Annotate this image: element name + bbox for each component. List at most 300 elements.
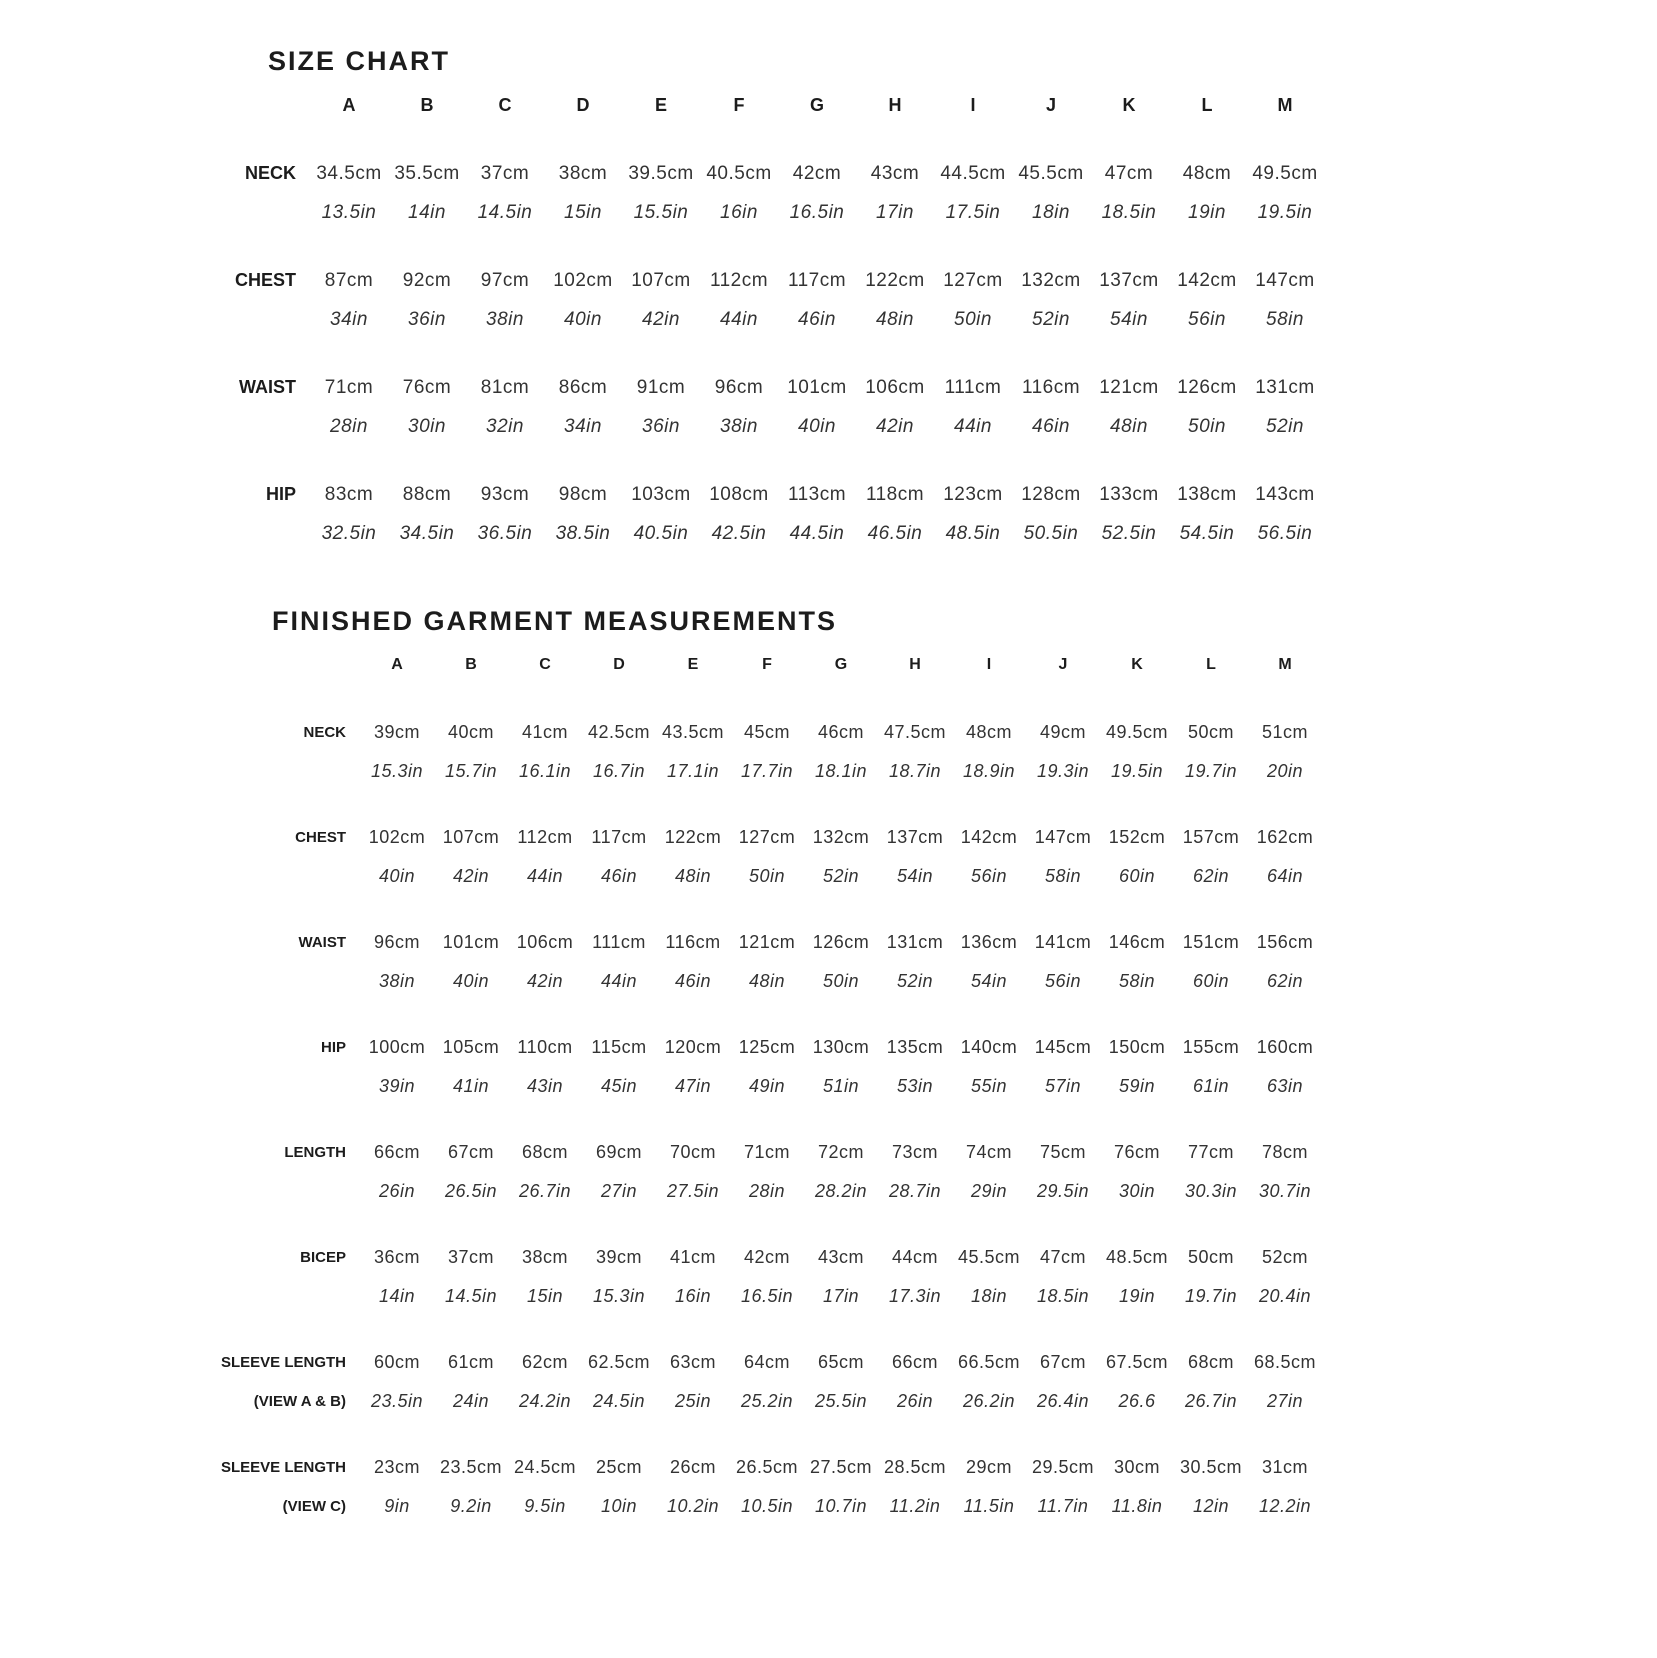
cell-neck-cm: 49cm <box>1039 722 1086 742</box>
cell-chest-cm: 117cm <box>591 827 647 847</box>
size-letters-row <box>180 645 1322 685</box>
row-sleeve-length-ab-cm <box>180 1343 1322 1382</box>
row-waist-cm <box>180 923 1322 962</box>
cell-chest-cm: 137cm <box>886 827 944 847</box>
row-chest-in <box>170 300 1324 339</box>
cell-sleeve-length-c-in: 11.7in <box>1037 1496 1089 1516</box>
cell-chest-cm: 112cm <box>517 827 573 847</box>
cell-waist-in: 60in <box>1192 971 1230 991</box>
cell-chest-in: 46in <box>600 866 638 886</box>
cell-length-in: 29in <box>970 1181 1008 1201</box>
cell-neck-cm: 35.5cm <box>394 162 460 184</box>
cell-neck-cm: 34.5cm <box>316 162 382 184</box>
spacer-row <box>180 1211 1322 1238</box>
cell-sleeve-length-ab-in: 26.4in <box>1036 1391 1090 1411</box>
cell-chest-in: 56in <box>970 866 1008 886</box>
cell-hip-in: 56.5in <box>1257 522 1313 544</box>
cell-sleeve-length-ab-in: 24.2in <box>518 1391 572 1411</box>
cell-waist-in: 32in <box>486 415 524 437</box>
cell-waist-in: 48in <box>748 971 786 991</box>
cell-chest-in: 42in <box>452 866 490 886</box>
cell-bicep-cm: 52cm <box>1261 1247 1308 1267</box>
row-sublabel-hip <box>170 514 310 553</box>
cell-length-cm: 72cm <box>817 1142 864 1162</box>
cell-sleeve-length-ab-cm: 65cm <box>817 1352 864 1372</box>
cell-hip-cm: 110cm <box>517 1037 573 1057</box>
cell-waist-cm: 156cm <box>1256 932 1314 952</box>
cell-hip-cm: 135cm <box>886 1037 944 1057</box>
cell-hip-in: 41in <box>452 1076 490 1096</box>
cell-neck-in: 15.5in <box>633 201 689 223</box>
cell-length-in: 30.7in <box>1258 1181 1312 1201</box>
cell-sleeve-length-c-cm: 28.5cm <box>883 1457 947 1477</box>
cell-bicep-in: 16.5in <box>740 1286 794 1306</box>
cell-neck-cm: 49.5cm <box>1252 162 1318 184</box>
row-neck-cm <box>180 713 1322 752</box>
cell-sleeve-length-ab-cm: 68cm <box>1187 1352 1234 1372</box>
cell-length-cm: 74cm <box>965 1142 1012 1162</box>
cell-bicep-in: 19in <box>1118 1286 1156 1306</box>
cell-chest-cm: 142cm <box>1177 269 1237 291</box>
cell-chest-cm: 122cm <box>664 827 722 847</box>
cell-chest-in: 62in <box>1192 866 1230 886</box>
cell-bicep-in: 18.5in <box>1036 1286 1090 1306</box>
cell-waist-in: 54in <box>970 971 1008 991</box>
cell-neck-in: 15.7in <box>444 761 498 781</box>
row-label-hip: HIP <box>265 484 296 504</box>
cell-hip-cm: 123cm <box>943 483 1003 505</box>
cell-waist-in: 38in <box>720 415 758 437</box>
cell-hip-in: 63in <box>1266 1076 1304 1096</box>
cell-sleeve-length-c-cm: 25cm <box>595 1457 642 1477</box>
cell-neck-cm: 51cm <box>1261 722 1308 742</box>
cell-bicep-in: 17in <box>822 1286 860 1306</box>
column-header-d: D <box>576 94 590 115</box>
cell-waist-cm: 126cm <box>812 932 870 952</box>
cell-waist-in: 42in <box>876 415 914 437</box>
column-header-c: C <box>539 656 551 673</box>
cell-bicep-cm: 41cm <box>669 1247 716 1267</box>
cell-bicep-cm: 47cm <box>1039 1247 1086 1267</box>
cell-hip-in: 44.5in <box>789 522 845 544</box>
cell-waist-cm: 136cm <box>960 932 1018 952</box>
column-header-f: F <box>762 656 772 673</box>
cell-hip-cm: 128cm <box>1021 483 1081 505</box>
cell-chest-cm: 132cm <box>1021 269 1081 291</box>
cell-sleeve-length-ab-in: 25.5in <box>814 1391 868 1411</box>
cell-neck-cm: 46cm <box>817 722 864 742</box>
cell-sleeve-length-ab-in: 25.2in <box>740 1391 794 1411</box>
cell-sleeve-length-c-cm: 23.5cm <box>439 1457 503 1477</box>
column-header-j: J <box>1058 656 1068 673</box>
cell-neck-in: 17.1in <box>666 761 720 781</box>
cell-neck-in: 15.3in <box>370 761 424 781</box>
cell-length-in: 30.3in <box>1184 1181 1238 1201</box>
cell-sleeve-length-c-in: 9in <box>384 1496 410 1516</box>
cell-chest-cm: 127cm <box>738 827 796 847</box>
cell-neck-in: 19.5in <box>1257 201 1313 223</box>
cell-hip-in: 47in <box>674 1076 712 1096</box>
cell-hip-cm: 143cm <box>1255 483 1315 505</box>
cell-neck-in: 14in <box>408 201 446 223</box>
row-sleeve-length-ab-in <box>180 1382 1322 1421</box>
cell-hip-in: 55in <box>970 1076 1008 1096</box>
cell-chest-in: 50in <box>954 308 992 330</box>
cell-waist-cm: 116cm <box>1021 376 1081 398</box>
cell-hip-cm: 130cm <box>812 1037 870 1057</box>
cell-waist-in: 46in <box>1032 415 1070 437</box>
cell-bicep-in: 15in <box>526 1286 564 1306</box>
cell-length-cm: 68cm <box>521 1142 568 1162</box>
cell-length-cm: 71cm <box>743 1142 790 1162</box>
cell-hip-in: 32.5in <box>321 522 377 544</box>
row-sublabel-chest <box>180 857 360 896</box>
cell-chest-in: 52in <box>822 866 860 886</box>
cell-sleeve-length-ab-cm: 62.5cm <box>587 1352 651 1372</box>
cell-sleeve-length-c-in: 9.5in <box>524 1496 566 1516</box>
cell-length-in: 29.5in <box>1036 1181 1090 1201</box>
cell-hip-in: 61in <box>1192 1076 1230 1096</box>
cell-neck-cm: 42cm <box>792 162 842 184</box>
cell-sleeve-length-c-cm: 26.5cm <box>735 1457 799 1477</box>
column-header-g: G <box>834 656 848 673</box>
cell-neck-in: 18.5in <box>1101 201 1157 223</box>
spacer-cell <box>180 1106 1322 1133</box>
cell-neck-cm: 48cm <box>965 722 1012 742</box>
cell-chest-in: 44in <box>526 866 564 886</box>
row-length-cm <box>180 1133 1322 1172</box>
spacer-cell <box>180 1001 1322 1028</box>
cell-chest-cm: 162cm <box>1256 827 1314 847</box>
row-label-waist: WAIST <box>298 934 346 951</box>
cell-bicep-in: 14in <box>378 1286 416 1306</box>
cell-chest-in: 38in <box>486 308 524 330</box>
cell-neck-in: 19.3in <box>1036 761 1090 781</box>
cell-sleeve-length-ab-in: 26.6 <box>1118 1391 1156 1411</box>
cell-chest-in: 52in <box>1032 308 1070 330</box>
cell-length-cm: 69cm <box>595 1142 642 1162</box>
cell-length-in: 26.5in <box>444 1181 498 1201</box>
cell-hip-cm: 120cm <box>664 1037 722 1057</box>
cell-waist-in: 50in <box>1188 415 1226 437</box>
spacer-row <box>180 1001 1322 1028</box>
row-neck-in <box>180 752 1322 791</box>
cell-bicep-cm: 39cm <box>595 1247 642 1267</box>
cell-length-in: 27in <box>600 1181 638 1201</box>
cell-sleeve-length-ab-in: 24in <box>452 1391 490 1411</box>
cell-chest-in: 58in <box>1266 308 1304 330</box>
cell-hip-in: 36.5in <box>477 522 533 544</box>
spacer-cell <box>180 896 1322 923</box>
cell-sleeve-length-c-cm: 29.5cm <box>1031 1457 1095 1477</box>
spacer-cell <box>180 685 1322 713</box>
cell-hip-cm: 83cm <box>324 483 374 505</box>
cell-length-in: 30in <box>1118 1181 1156 1201</box>
cell-waist-cm: 86cm <box>558 376 608 398</box>
cell-neck-cm: 39.5cm <box>628 162 694 184</box>
cell-hip-cm: 160cm <box>1256 1037 1314 1057</box>
cell-hip-in: 46.5in <box>867 522 923 544</box>
cell-chest-in: 60in <box>1118 866 1156 886</box>
cell-bicep-in: 15.3in <box>592 1286 646 1306</box>
cell-length-cm: 67cm <box>447 1142 494 1162</box>
cell-chest-cm: 147cm <box>1255 269 1315 291</box>
cell-hip-cm: 115cm <box>591 1037 647 1057</box>
cell-hip-in: 52.5in <box>1101 522 1157 544</box>
cell-sleeve-length-c-in: 11.5in <box>963 1496 1015 1516</box>
cell-waist-cm: 146cm <box>1108 932 1166 952</box>
spacer-cell <box>180 1211 1322 1238</box>
cell-chest-cm: 107cm <box>631 269 691 291</box>
cell-waist-cm: 71cm <box>324 376 374 398</box>
cell-length-cm: 76cm <box>1113 1142 1160 1162</box>
cell-waist-cm: 121cm <box>1099 376 1159 398</box>
cell-sleeve-length-c-cm: 31cm <box>1261 1457 1308 1477</box>
row-sublabel-chest <box>170 300 310 339</box>
column-header-c: C <box>498 94 512 115</box>
cell-hip-in: 59in <box>1118 1076 1156 1096</box>
row-label-sleeve-length-c: SLEEVE LENGTH <box>220 1459 346 1476</box>
cell-bicep-cm: 44cm <box>891 1247 938 1267</box>
cell-length-in: 28.2in <box>814 1181 868 1201</box>
cell-chest-in: 40in <box>564 308 602 330</box>
row-chest-cm <box>170 261 1324 300</box>
column-header-b: B <box>420 94 434 115</box>
column-header-b: B <box>465 656 477 673</box>
row-sublabel-length <box>180 1172 360 1211</box>
cell-chest-cm: 142cm <box>960 827 1018 847</box>
cell-hip-cm: 88cm <box>402 483 452 505</box>
cell-hip-cm: 125cm <box>738 1037 796 1057</box>
cell-hip-in: 50.5in <box>1023 522 1079 544</box>
cell-hip-cm: 100cm <box>368 1037 426 1057</box>
cell-sleeve-length-c-cm: 29cm <box>965 1457 1012 1477</box>
size-chart-title: SIZE CHART <box>268 46 450 76</box>
cell-neck-cm: 47cm <box>1104 162 1154 184</box>
cell-sleeve-length-c-in: 10.5in <box>740 1496 794 1516</box>
cell-sleeve-length-c-cm: 30.5cm <box>1179 1457 1243 1477</box>
cell-chest-in: 54in <box>1110 308 1148 330</box>
cell-sleeve-length-c-in: 10.7in <box>814 1496 868 1516</box>
row-hip-in <box>180 1067 1322 1106</box>
cell-chest-in: 58in <box>1044 866 1082 886</box>
cell-neck-cm: 48cm <box>1182 162 1232 184</box>
cell-hip-cm: 118cm <box>865 483 925 505</box>
cell-sleeve-length-c-in: 11.8in <box>1111 1496 1163 1516</box>
cell-waist-cm: 151cm <box>1182 932 1240 952</box>
cell-hip-cm: 155cm <box>1182 1037 1240 1057</box>
cell-neck-cm: 42.5cm <box>587 722 651 742</box>
cell-chest-in: 50in <box>748 866 786 886</box>
cell-chest-in: 54in <box>896 866 934 886</box>
cell-sleeve-length-c-in: 12in <box>1192 1496 1230 1516</box>
size-chart-table <box>170 85 1324 553</box>
row-sleeve-length-c-cm <box>180 1448 1322 1487</box>
cell-waist-in: 50in <box>822 971 860 991</box>
spacer-cell <box>180 1316 1322 1343</box>
cell-sleeve-length-ab-in: 27in <box>1266 1391 1304 1411</box>
row-label-sleeve-length-ab: SLEEVE LENGTH <box>220 1354 346 1371</box>
spacer-row <box>180 685 1322 713</box>
cell-neck-cm: 43.5cm <box>661 722 725 742</box>
cell-length-cm: 75cm <box>1039 1142 1086 1162</box>
corner-cell <box>170 85 310 125</box>
cell-sleeve-length-ab-in: 26.2in <box>962 1391 1016 1411</box>
cell-hip-cm: 108cm <box>709 483 769 505</box>
spacer-cell <box>170 232 1324 261</box>
cell-sleeve-length-c-in: 12.2in <box>1258 1496 1312 1516</box>
row-label-neck: NECK <box>244 163 296 183</box>
cell-waist-cm: 106cm <box>865 376 925 398</box>
cell-neck-in: 18.1in <box>814 761 868 781</box>
cell-sleeve-length-ab-cm: 60cm <box>373 1352 420 1372</box>
cell-hip-cm: 103cm <box>631 483 691 505</box>
cell-waist-cm: 101cm <box>442 932 500 952</box>
row-bicep-in <box>180 1277 1322 1316</box>
cell-waist-cm: 131cm <box>886 932 944 952</box>
cell-bicep-in: 19.7in <box>1184 1286 1238 1306</box>
cell-chest-in: 40in <box>378 866 416 886</box>
cell-length-cm: 77cm <box>1187 1142 1234 1162</box>
cell-hip-cm: 138cm <box>1177 483 1237 505</box>
cell-chest-cm: 127cm <box>943 269 1003 291</box>
cell-neck-in: 19in <box>1188 201 1226 223</box>
cell-chest-cm: 92cm <box>402 269 452 291</box>
cell-waist-cm: 141cm <box>1034 932 1092 952</box>
cell-sleeve-length-ab-cm: 62cm <box>521 1352 568 1372</box>
cell-neck-in: 16.7in <box>592 761 646 781</box>
cell-chest-cm: 87cm <box>324 269 374 291</box>
cell-bicep-cm: 37cm <box>447 1247 494 1267</box>
cell-waist-cm: 121cm <box>738 932 796 952</box>
row-sublabel-neck <box>180 752 360 791</box>
row-neck-in <box>170 193 1324 232</box>
cell-waist-in: 36in <box>642 415 680 437</box>
cell-hip-cm: 140cm <box>960 1037 1018 1057</box>
cell-sleeve-length-ab-cm: 66cm <box>891 1352 938 1372</box>
spacer-row <box>180 896 1322 923</box>
cell-neck-in: 14.5in <box>477 201 533 223</box>
cell-bicep-cm: 38cm <box>521 1247 568 1267</box>
cell-neck-in: 16in <box>720 201 758 223</box>
cell-sleeve-length-ab-cm: 64cm <box>743 1352 790 1372</box>
cell-waist-cm: 116cm <box>665 932 721 952</box>
cell-chest-cm: 122cm <box>865 269 925 291</box>
cell-length-in: 26.7in <box>518 1181 572 1201</box>
cell-hip-in: 57in <box>1044 1076 1082 1096</box>
cell-neck-cm: 45.5cm <box>1018 162 1084 184</box>
cell-waist-in: 44in <box>954 415 992 437</box>
cell-hip-cm: 133cm <box>1099 483 1159 505</box>
row-sublabel-waist <box>180 962 360 1001</box>
cell-chest-in: 64in <box>1266 866 1304 886</box>
cell-chest-in: 56in <box>1188 308 1226 330</box>
cell-neck-cm: 50cm <box>1187 722 1234 742</box>
cell-bicep-in: 17.3in <box>888 1286 942 1306</box>
row-waist-in <box>170 407 1324 446</box>
cell-hip-cm: 105cm <box>442 1037 500 1057</box>
cell-neck-cm: 49.5cm <box>1105 722 1169 742</box>
column-header-i: I <box>970 94 976 115</box>
cell-neck-in: 13.5in <box>321 201 377 223</box>
column-header-m: M <box>1278 656 1292 673</box>
row-label-chest: CHEST <box>234 270 296 290</box>
cell-chest-in: 34in <box>330 308 368 330</box>
column-header-f: F <box>733 94 745 115</box>
spacer-row <box>170 446 1324 475</box>
cell-neck-cm: 37cm <box>480 162 530 184</box>
row-label-hip: HIP <box>320 1039 346 1056</box>
row-chest-cm <box>180 818 1322 857</box>
cell-sleeve-length-c-cm: 27.5cm <box>809 1457 873 1477</box>
cell-neck-in: 19.7in <box>1184 761 1238 781</box>
cell-chest-cm: 102cm <box>368 827 426 847</box>
cell-hip-in: 48.5in <box>945 522 1001 544</box>
spacer-cell <box>180 1421 1322 1448</box>
cell-sleeve-length-c-in: 10in <box>600 1496 638 1516</box>
cell-length-in: 27.5in <box>666 1181 720 1201</box>
cell-waist-in: 48in <box>1110 415 1148 437</box>
cell-waist-cm: 111cm <box>592 932 646 952</box>
cell-waist-cm: 96cm <box>373 932 420 952</box>
cell-chest-cm: 107cm <box>442 827 500 847</box>
cell-neck-in: 18in <box>1032 201 1070 223</box>
cell-waist-in: 52in <box>896 971 934 991</box>
cell-neck-in: 18.7in <box>888 761 942 781</box>
cell-neck-in: 17.7in <box>740 761 794 781</box>
cell-bicep-in: 16in <box>674 1286 712 1306</box>
cell-waist-in: 44in <box>600 971 638 991</box>
cell-hip-in: 53in <box>896 1076 934 1096</box>
cell-sleeve-length-ab-cm: 67cm <box>1039 1352 1086 1372</box>
cell-sleeve-length-ab-cm: 68.5cm <box>1253 1352 1317 1372</box>
column-header-h: H <box>888 94 902 115</box>
cell-waist-in: 28in <box>330 415 368 437</box>
cell-sleeve-length-ab-in: 26in <box>896 1391 934 1411</box>
spacer-row <box>180 1421 1322 1448</box>
cell-chest-cm: 112cm <box>709 269 769 291</box>
cell-chest-in: 36in <box>408 308 446 330</box>
cell-hip-cm: 113cm <box>787 483 847 505</box>
cell-waist-in: 38in <box>378 971 416 991</box>
cell-length-in: 26in <box>378 1181 416 1201</box>
cell-neck-in: 15in <box>564 201 602 223</box>
cell-chest-cm: 102cm <box>553 269 613 291</box>
row-bicep-cm <box>180 1238 1322 1277</box>
cell-sleeve-length-c-cm: 23cm <box>373 1457 420 1477</box>
cell-hip-in: 51in <box>822 1076 860 1096</box>
cell-neck-cm: 38cm <box>558 162 608 184</box>
corner-cell <box>180 645 360 685</box>
row-sublabel-hip <box>180 1067 360 1106</box>
cell-chest-cm: 157cm <box>1182 827 1240 847</box>
row-sublabel-sleeve-length-ab: (VIEW A & B) <box>253 1393 346 1410</box>
cell-neck-cm: 44.5cm <box>940 162 1006 184</box>
cell-neck-cm: 47.5cm <box>883 722 947 742</box>
cell-length-cm: 73cm <box>891 1142 938 1162</box>
cell-sleeve-length-ab-in: 23.5in <box>370 1391 424 1411</box>
cell-bicep-in: 20.4in <box>1258 1286 1312 1306</box>
cell-hip-cm: 98cm <box>558 483 608 505</box>
cell-hip-in: 49in <box>748 1076 786 1096</box>
size-letters-row <box>170 85 1324 125</box>
cell-neck-cm: 40cm <box>447 722 494 742</box>
cell-waist-in: 42in <box>526 971 564 991</box>
cell-chest-cm: 97cm <box>480 269 530 291</box>
cell-waist-cm: 76cm <box>402 376 452 398</box>
column-header-l: L <box>1206 656 1216 673</box>
cell-chest-in: 44in <box>720 308 758 330</box>
